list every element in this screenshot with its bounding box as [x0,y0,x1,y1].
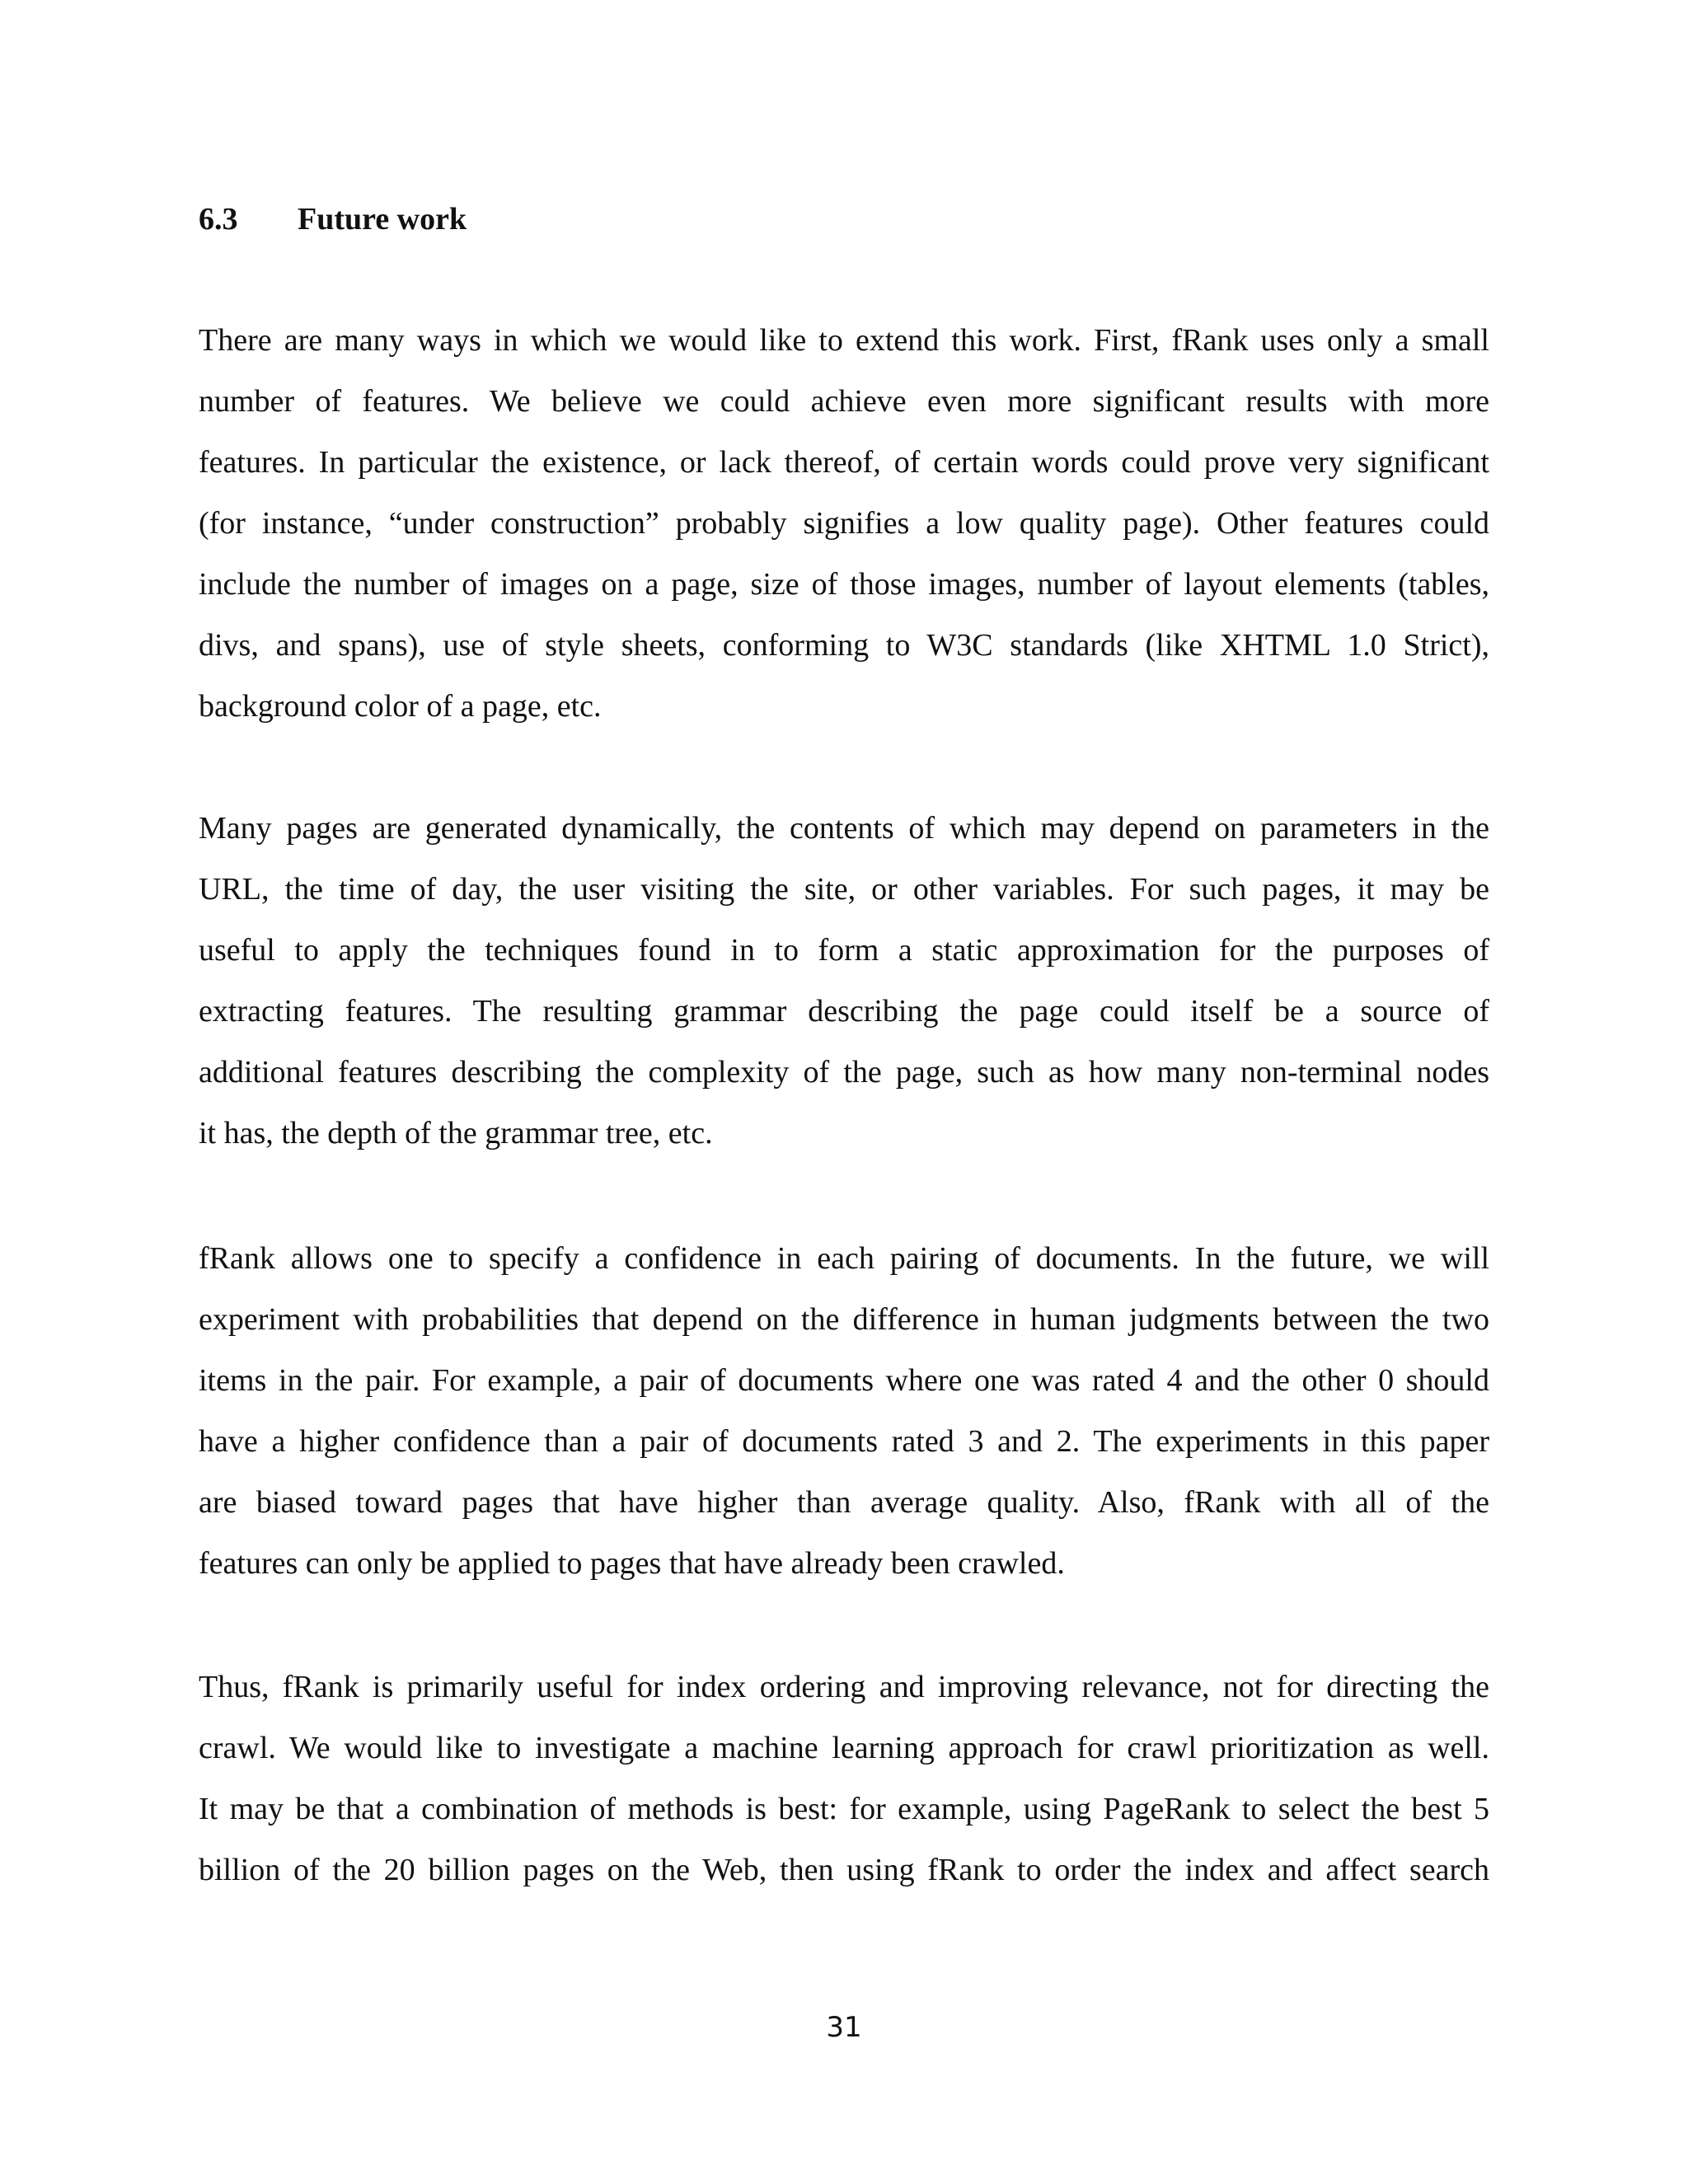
paragraph-1 [199,310,1489,737]
paragraph-line: divs, and spans), use of style sheets, conforming to W3C standards (like XHTML 1.0 Strict), [199,628,1489,663]
section-title: Future work [298,202,467,237]
paragraph-line: billion of the 20 billion pages on the Web, then using fRank to order the index and affect search [199,1853,1489,1887]
paragraph-line: background color of a page, etc. [199,689,602,724]
paragraph-line: include the number of images on a page, size of those images, number of layout elements (tables, [199,567,1489,602]
paragraph-line: fRank allows one to specify a confidence in each pairing of documents. In the future, we will [199,1241,1489,1276]
paragraph-line: additional features describing the complexity of the page, such as how many non-terminal nodes [199,1055,1489,1090]
page-number: 31 [826,2011,862,2044]
paragraph-line: (for instance, “under construction” probably signifies a low quality page). Other features could [199,506,1489,541]
paragraph-line: features. In particular the existence, or lack thereof, of certain words could prove very significant [199,445,1489,480]
section-number: 6.3 [199,202,238,237]
paragraph-2 [199,798,1489,1164]
paragraph-line: Many pages are generated dynamically, the contents of which may depend on parameters in the [199,811,1489,846]
paragraph-line: have a higher confidence than a pair of documents rated 3 and 2. The experiments in this paper [199,1424,1489,1459]
paragraph-line: It may be that a combination of methods is best: for example, using PageRank to select the best 5 [199,1792,1489,1826]
paragraph-4 [199,1657,1489,1900]
paragraph-line: extracting features. The resulting grammar describing the page could itself be a source of [199,994,1489,1029]
paragraph-line: crawl. We would like to investigate a machine learning approach for crawl prioritization as well. [199,1731,1489,1765]
paragraph-line: features can only be applied to pages that have already been crawled. [199,1546,1065,1581]
paragraph-line: it has, the depth of the grammar tree, etc. [199,1116,713,1151]
paragraph-line: are biased toward pages that have higher than average quality. Also, fRank with all of the [199,1485,1489,1520]
paragraph-line: useful to apply the techniques found in to form a static approximation for the purposes of [199,933,1489,968]
paragraph-line: Thus, fRank is primarily useful for index ordering and improving relevance, not for directing the [199,1670,1489,1704]
paragraph-line: URL, the time of day, the user visiting the site, or other variables. For such pages, it may be [199,872,1489,907]
section-heading [199,198,467,241]
paragraph-line: number of features. We believe we could achieve even more significant results with more [199,384,1489,419]
paragraph-line: items in the pair. For example, a pair of documents where one was rated 4 and the other 0 should [199,1363,1489,1398]
paragraph-3 [199,1228,1489,1594]
paragraph-line: experiment with probabilities that depend on the difference in human judgments between the two [199,1302,1489,1337]
paragraph-line: There are many ways in which we would like to extend this work. First, fRank uses only a small [199,323,1489,358]
